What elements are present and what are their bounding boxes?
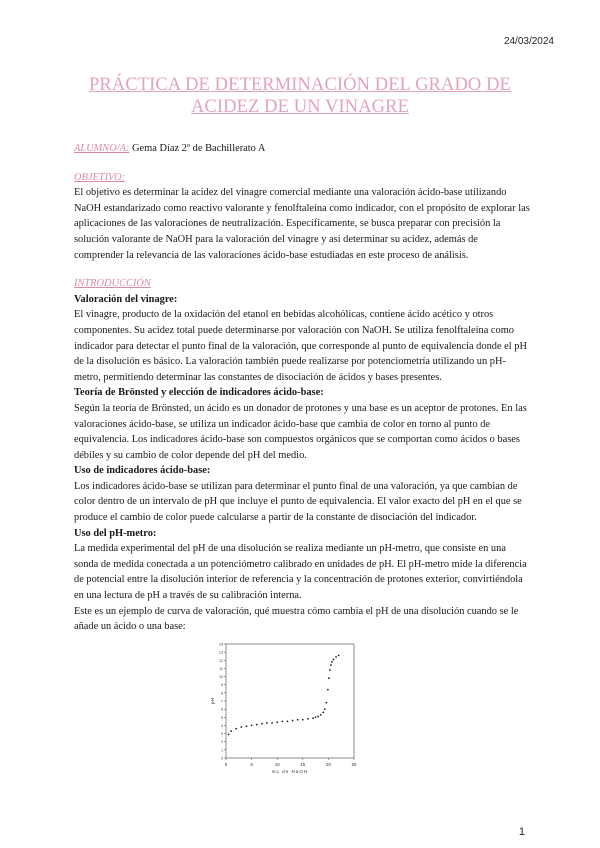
data-point bbox=[292, 720, 294, 722]
objective-text: El objetivo es determinar la acidez del vinagre comercial mediante una valoración ácido-base utilizando NaOH estandarizado como reactivo valorante y fenolftaleína como indicador, con el propósito de explorar las aplicaciones de las valoraciones de neutralización. Específicamente, se busca preparar con precisión la solución valorante de NaOH para la valoración del vinagre y así determinar su acidez, además de comprender la relevancia de las valoraciones ácido-base estudiadas en este proceso de análisis. bbox=[74, 187, 530, 261]
y-tick-label: 13 bbox=[219, 650, 223, 655]
y-tick-label: 11 bbox=[219, 666, 223, 671]
data-point bbox=[251, 725, 253, 727]
student-line bbox=[74, 141, 530, 157]
data-point bbox=[287, 720, 289, 722]
data-point bbox=[335, 656, 337, 658]
data-point bbox=[329, 669, 331, 671]
data-point bbox=[302, 719, 304, 721]
data-point bbox=[333, 659, 335, 661]
student-label: ALUMNO/A: bbox=[74, 143, 130, 154]
data-point bbox=[324, 708, 326, 710]
y-tick-label: 4 bbox=[221, 723, 223, 728]
data-point bbox=[240, 726, 242, 728]
data-point bbox=[266, 722, 268, 724]
data-point bbox=[331, 661, 333, 663]
y-tick-label: 5 bbox=[221, 715, 223, 720]
data-point bbox=[327, 689, 329, 691]
data-point bbox=[271, 722, 273, 724]
titration-chart bbox=[208, 638, 358, 778]
title-line-1: PRÁCTICA DE DETERMINACIÓN DEL GRADO DE bbox=[89, 75, 511, 95]
section-phmeter-text: La medida experimental del pH de una disolución se realiza mediante un pH-metro, que consiste en una sonda de medida conectada a un potenciómetro calibrado en unidades de pH. El pH-metro mide la diferencia de potencial entre la disolución interior de referencia y la concentración de protones exterior, convirtiéndola en una lectura de pH a través de su calibración interna. bbox=[74, 543, 527, 602]
objective-label: OBJETIVO: bbox=[74, 171, 126, 183]
data-point bbox=[322, 712, 324, 714]
y-tick-label: 3 bbox=[221, 732, 223, 737]
x-tick-label: 0 bbox=[224, 762, 228, 767]
data-point bbox=[246, 725, 248, 727]
data-point bbox=[328, 677, 330, 679]
section-vinegar-title: Valoración del vinagre: bbox=[74, 293, 178, 305]
data-point bbox=[297, 719, 299, 721]
data-point bbox=[330, 664, 332, 666]
x-tick-label: 20 bbox=[325, 762, 331, 767]
data-point bbox=[312, 717, 314, 719]
x-tick-label: 5 bbox=[250, 762, 253, 767]
data-point bbox=[256, 724, 258, 726]
y-tick-label: 9 bbox=[221, 683, 223, 688]
data-point bbox=[315, 716, 317, 718]
header-date: 24/03/2024 bbox=[503, 36, 554, 47]
x-tick-label: 25 bbox=[351, 762, 357, 767]
y-tick-label: 7 bbox=[221, 699, 223, 704]
x-axis-label: mL de NaOH bbox=[271, 769, 309, 774]
y-tick-label: 0 bbox=[221, 756, 223, 761]
section-vinegar-text: El vinagre, producto de la oxidación del etanol en bebidas alcohólicas, contiene ácido acético y otros componentes. Su acidez total puede determinarse por valoración con NaOH. Se utiliza fenolftaleína como indicador para detectar el punto final de la valoración, que corresponde al punto de equivalencia donde el pH de la disolución es básico. La valoración también puede realizarse por potenciometría utilizando un pH-metro, permitiendo determinar las constantes de disociación de ácidos y bases presentes. bbox=[74, 309, 527, 383]
document-body bbox=[74, 141, 530, 635]
y-tick-label: 14 bbox=[219, 642, 223, 647]
data-point bbox=[317, 716, 319, 718]
section-indicators-title: Uso de indicadores ácido-base: bbox=[74, 465, 211, 477]
data-point bbox=[228, 733, 230, 735]
y-tick-label: 10 bbox=[219, 675, 223, 680]
page-title bbox=[70, 74, 530, 118]
plot-frame bbox=[226, 644, 354, 758]
section-phmeter-title: Uso del pH-metro: bbox=[74, 527, 157, 539]
objective-label-line bbox=[74, 170, 530, 186]
data-point bbox=[261, 723, 263, 725]
y-axis-label: pH bbox=[210, 698, 215, 704]
student-value: Gema Díaz 2º de Bachillerato A bbox=[132, 143, 266, 154]
section-indicators-text: Los indicadores ácido-base se utilizan para determinar el punto final de una valoración, ya que cambian de color dentro de un intervalo de pH que incluye el punto de equivalencia. El valor exacto del pH en el que se produce el cambio de color puede calcularse a partir de la constante de disociación del indicador. bbox=[74, 480, 522, 524]
data-point bbox=[320, 714, 322, 716]
page-number: 1 bbox=[518, 826, 525, 838]
data-point bbox=[325, 702, 327, 704]
data-point bbox=[230, 730, 232, 732]
intro-label-line bbox=[74, 276, 530, 292]
y-tick-label: 6 bbox=[221, 707, 223, 712]
data-point bbox=[235, 728, 237, 730]
data-point bbox=[307, 718, 309, 720]
x-tick-label: 15 bbox=[300, 762, 306, 767]
section-bronsted-text: Según la teoría de Brönsted, un ácido es un donador de protones y una base es un aceptor de protones. En las valoraciones ácido-base, se utiliza un indicador ácido-base que cambia de color en torno al punto de equivalencia. Los indicadores ácido-base son compuestos orgánicos que se comportan como ácidos o bases débiles y su cambio de color depende del pH del medio. bbox=[74, 402, 527, 461]
title-line-2: ACIDEZ DE UN VINAGRE bbox=[191, 97, 409, 117]
section-bronsted-title: Teoría de Brönsted y elección de indicadores ácido-base: bbox=[74, 387, 324, 399]
data-point bbox=[338, 655, 340, 657]
y-tick-label: 12 bbox=[219, 658, 223, 663]
section-phmeter-text-2: Este es un ejemplo de curva de valoración, qué muestra cómo cambia el pH de una disolución cuando se le añade un ácido o una base: bbox=[74, 605, 519, 633]
data-point bbox=[276, 721, 278, 723]
y-tick-label: 1 bbox=[221, 748, 223, 753]
x-tick-label: 10 bbox=[274, 762, 280, 767]
data-point bbox=[281, 720, 283, 722]
intro-label: INTRODUCCIÓN bbox=[74, 278, 151, 290]
y-tick-label: 2 bbox=[221, 740, 223, 745]
titration-chart-container bbox=[208, 638, 358, 778]
y-tick-label: 8 bbox=[221, 691, 223, 696]
